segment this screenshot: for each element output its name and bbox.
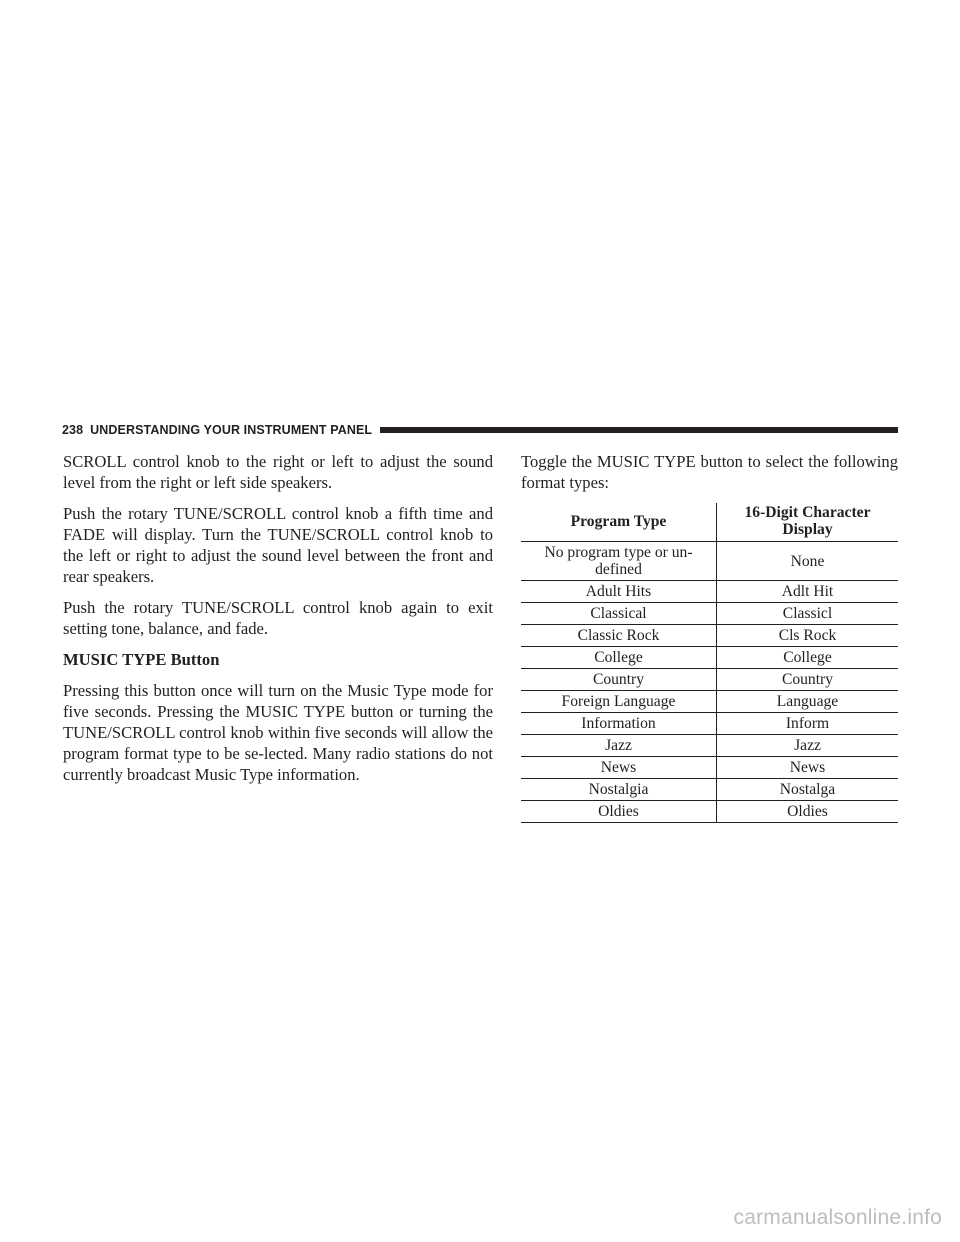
table-row — [521, 801, 898, 823]
table-cell: Classic Rock — [521, 625, 717, 647]
paragraph-exit: Push the rotary TUNE/SCROLL control knob again to exit setting tone, balance, and fade. — [63, 598, 493, 638]
table-cell: Adlt Hit — [717, 581, 899, 603]
table-cell: Inform — [717, 713, 899, 735]
table-cell: Information — [521, 713, 717, 735]
table-row — [521, 647, 898, 669]
table-cell: News — [521, 757, 717, 779]
section-title: UNDERSTANDING YOUR INSTRUMENT PANEL — [90, 423, 373, 437]
table-cell: Classicl — [717, 603, 899, 625]
header-rule — [380, 427, 898, 433]
page-number: 238 — [62, 423, 84, 437]
table-cell: Nostalga — [717, 779, 899, 801]
paragraph-scroll: SCROLL control knob to the right or left to adjust the sound level from the right or left side speakers. — [63, 452, 493, 492]
table-cell: Classical — [521, 603, 717, 625]
table-row — [521, 757, 898, 779]
table-cell: News — [717, 757, 899, 779]
table-cell: Nostalgia — [521, 779, 717, 801]
table-cell: Cls Rock — [717, 625, 899, 647]
left-column — [63, 451, 493, 795]
column-header-program-type: Program Type — [521, 503, 717, 542]
paragraph-fade: Push the rotary TUNE/SCROLL control knob a fifth time and FADE will display. Turn the TUNE/SCROLL control knob to the left or right to adjust the sound level between the front and rear speakers. — [63, 504, 493, 586]
table-header-row — [521, 503, 898, 542]
table-cell: Language — [717, 691, 899, 713]
table-cell: Oldies — [717, 801, 899, 823]
table-cell: Foreign Language — [521, 691, 717, 713]
table-row — [521, 669, 898, 691]
table-cell: No program type or un-defined — [521, 542, 717, 581]
table-row — [521, 625, 898, 647]
table-cell: Country — [717, 669, 899, 691]
watermark-text: carmanualsonline.info — [733, 1206, 942, 1229]
table-cell: College — [521, 647, 717, 669]
paragraph-music-type: Pressing this button once will turn on the Music Type mode for five seconds. Pressing the MUSIC TYPE button or turning the TUNE/SCROLL control knob within five seconds will allow the program format type to be se-lected. Many radio stations do not currently broadcast Music Type information. — [63, 681, 493, 784]
table-row — [521, 779, 898, 801]
table-row — [521, 542, 898, 581]
music-type-table — [521, 503, 898, 823]
table-row — [521, 603, 898, 625]
table-row — [521, 581, 898, 603]
table-cell: Jazz — [717, 735, 899, 757]
table-cell: Oldies — [521, 801, 717, 823]
page-header — [62, 423, 898, 437]
table-cell: College — [717, 647, 899, 669]
table-cell: Jazz — [521, 735, 717, 757]
table-row — [521, 713, 898, 735]
table-cell: None — [717, 542, 899, 581]
table-cell: Adult Hits — [521, 581, 717, 603]
table-cell: Country — [521, 669, 717, 691]
table-row — [521, 735, 898, 757]
right-column — [521, 451, 898, 823]
column-header-display: 16-Digit Character Display — [717, 503, 899, 542]
subheading-music-type: MUSIC TYPE Button — [63, 650, 220, 669]
paragraph-toggle-intro: Toggle the MUSIC TYPE button to select the following format types: — [521, 452, 898, 492]
table-row — [521, 691, 898, 713]
